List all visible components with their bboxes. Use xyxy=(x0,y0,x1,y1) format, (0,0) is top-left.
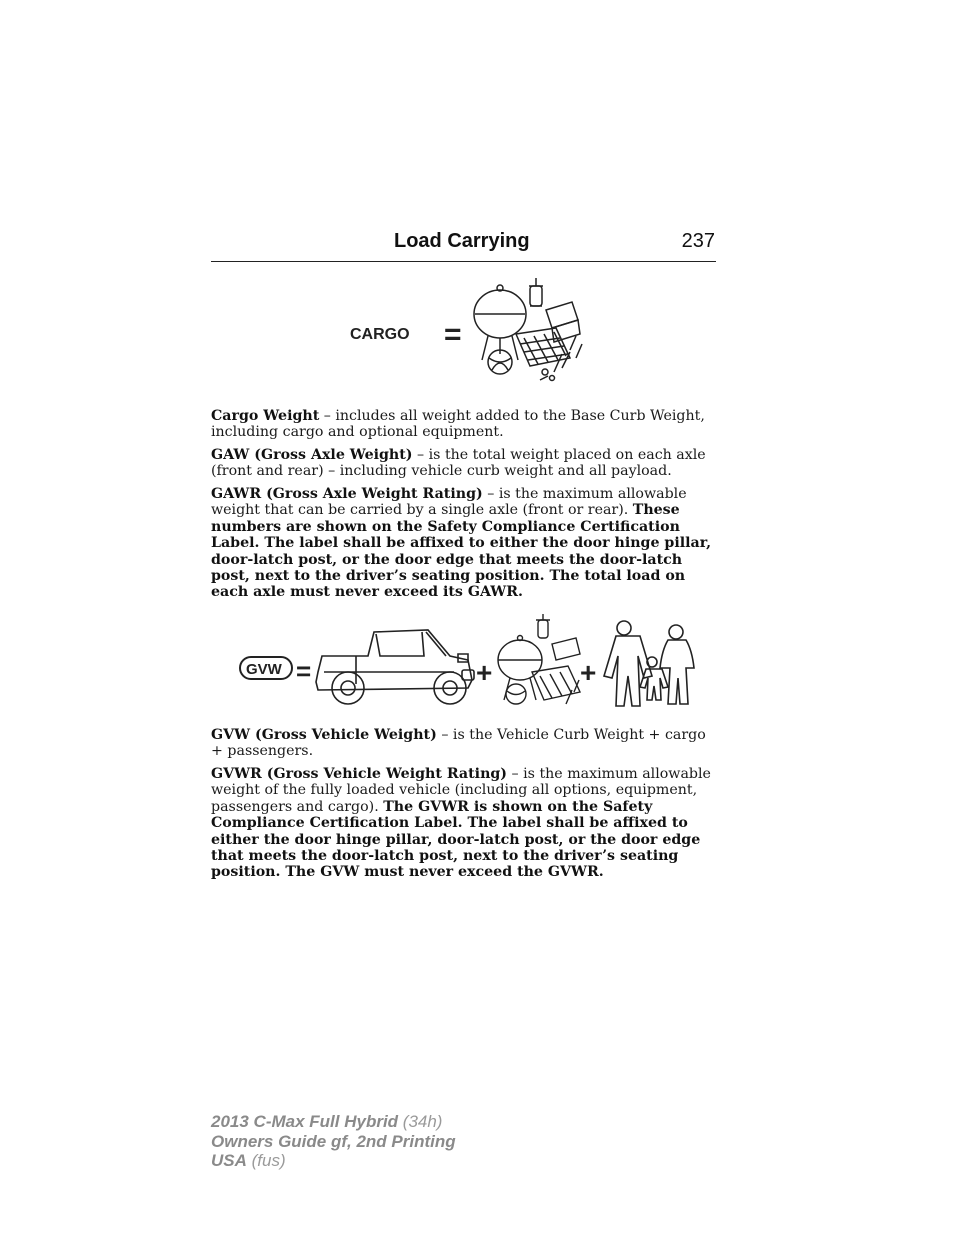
gawr-paragraph xyxy=(211,486,721,601)
equals-sign: = xyxy=(444,318,462,351)
gvw-figure xyxy=(236,614,696,714)
gvw-text: – is the Vehicle Curb Weight + cargo + passengers. xyxy=(211,727,706,760)
gvw-paragraph xyxy=(211,727,721,760)
footer-model-code: (34h) xyxy=(398,1112,443,1131)
passengers-icon xyxy=(604,621,694,706)
gawr-bold-text: These numbers are shown on the Safety Compliance Certification Label. The label shall be affixed to either the door hinge pillar, door-latch post, or the door edge that meets the door-latch post, next to the driver’s seating position. The total load on each axle must never exceed its GAWR. xyxy=(211,502,712,601)
cargo-items-icon xyxy=(474,278,582,381)
equals-sign: = xyxy=(296,656,312,686)
page-header xyxy=(211,229,716,262)
plus-sign: + xyxy=(580,657,597,688)
gaw-paragraph xyxy=(211,447,721,480)
gaw-term: GAW (Gross Axle Weight) xyxy=(211,447,413,463)
plus-sign: + xyxy=(476,657,493,688)
footer-guide: Owners Guide gf, 2nd Printing xyxy=(211,1131,456,1151)
page-number: 237 xyxy=(681,230,715,252)
cargo-items-icon xyxy=(498,614,580,704)
gawr-text: – is the maximum allowable weight that can be carried by a single axle (front or rear). xyxy=(211,486,687,519)
section-title: Load Carrying xyxy=(394,230,530,252)
cargo-weight-text: – includes all weight added to the Base Curb Weight, including cargo and optional equipment. xyxy=(211,408,705,441)
gvwr-paragraph xyxy=(211,766,721,881)
gvw-term: GVW (Gross Vehicle Weight) xyxy=(211,727,437,743)
page-footer xyxy=(211,1112,456,1171)
footer-line-3 xyxy=(211,1151,456,1171)
truck-icon xyxy=(316,630,474,704)
footer-line-2 xyxy=(211,1132,456,1152)
footer-line-1 xyxy=(211,1112,456,1132)
cargo-label: CARGO xyxy=(350,326,410,343)
gawr-term: GAWR (Gross Axle Weight Rating) xyxy=(211,486,483,502)
gvwr-bold-text: The GVWR is shown on the Safety Compliance Certification Label. The label shall be affixed to either the door hinge pillar, door-latch post, or the door edge that meets the door-latch post, next to the driver’s seating position. The GVW must never exceed the GVWR. xyxy=(211,798,701,881)
gvw-label: GVW xyxy=(246,661,282,678)
footer-market: USA xyxy=(211,1151,247,1170)
cargo-weight-paragraph xyxy=(211,408,721,441)
gvwr-term: GVWR (Gross Vehicle Weight Rating) xyxy=(211,766,508,782)
gaw-text: – is the total weight placed on each axle (front and rear) – including vehicle curb weight and all payload. xyxy=(211,447,706,480)
cargo-figure xyxy=(340,272,590,390)
footer-market-code: (fus) xyxy=(246,1151,286,1170)
footer-model: 2013 C-Max Full Hybrid xyxy=(211,1112,399,1131)
cargo-weight-term: Cargo Weight xyxy=(211,408,320,424)
gvwr-text: – is the maximum allowable weight of the fully loaded vehicle (including all options, equipment, passengers and cargo). xyxy=(211,766,711,815)
